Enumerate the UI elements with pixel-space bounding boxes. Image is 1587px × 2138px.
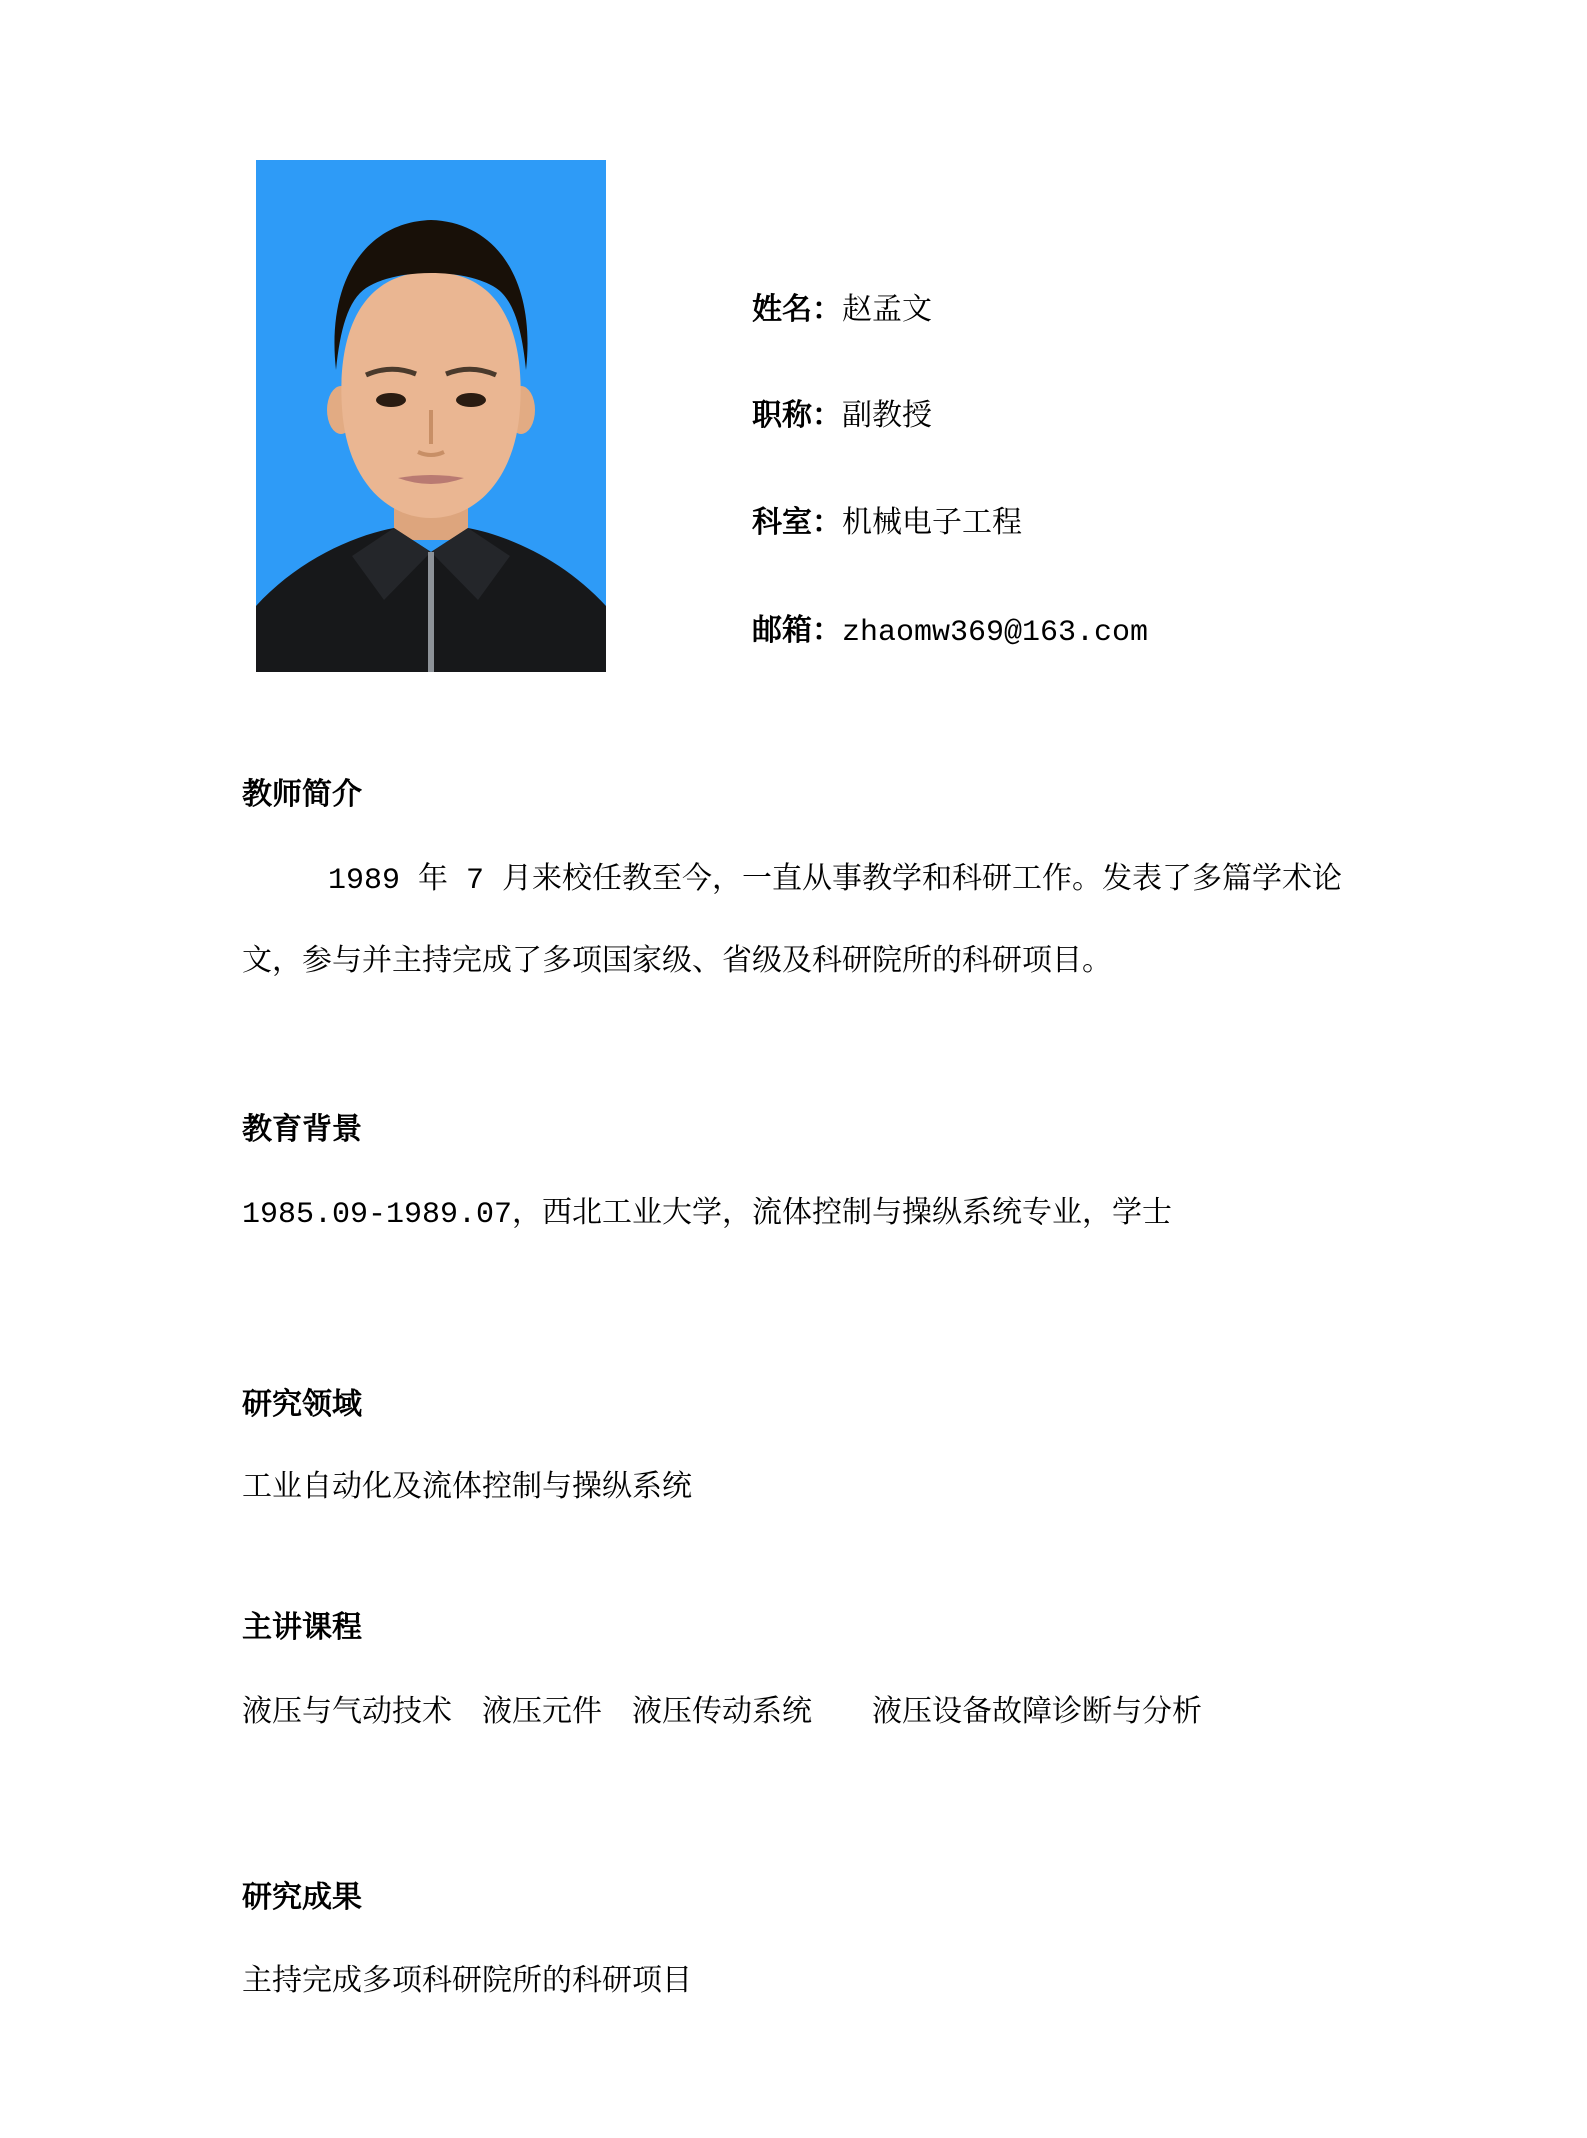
name-label: 姓名： xyxy=(752,295,842,329)
field-row-department xyxy=(752,506,1022,544)
title-value: 副教授 xyxy=(842,401,932,435)
field-row-name xyxy=(752,293,932,331)
email-value: zhaomw369@163.com xyxy=(842,616,1149,650)
field-row-email xyxy=(752,614,1148,652)
section-title-research-fields: 研究领域 xyxy=(242,1390,362,1424)
achievements-line: 主持完成多项科研院所的科研项目 xyxy=(242,1966,692,2000)
section-title-courses: 主讲课程 xyxy=(242,1613,362,1647)
field-row-title xyxy=(752,399,932,437)
section-title-education: 教育背景 xyxy=(242,1115,362,1149)
teacher-photo xyxy=(256,160,606,672)
courses-line: 液压与气动技术 液压元件 液压传动系统 液压设备故障诊断与分析 xyxy=(242,1697,1202,1731)
section-title-intro: 教师简介 xyxy=(242,780,362,814)
title-label: 职称： xyxy=(752,401,842,435)
email-label: 邮箱： xyxy=(752,616,842,650)
section-title-achievements: 研究成果 xyxy=(242,1883,362,1917)
intro-line-1: 1989 年 7 月来校任教至今，一直从事教学和科研工作。发表了多篇学术论 xyxy=(328,864,1343,898)
intro-line-2: 文，参与并主持完成了多项国家级、省级及科研院所的科研项目。 xyxy=(242,946,1112,980)
department-label: 科室： xyxy=(752,508,842,542)
department-value: 机械电子工程 xyxy=(842,508,1022,542)
name-value: 赵孟文 xyxy=(842,295,932,329)
research-fields-line: 工业自动化及流体控制与操纵系统 xyxy=(242,1472,692,1506)
education-line: 1985.09-1989.07，西北工业大学，流体控制与操纵系统专业，学士 xyxy=(242,1198,1173,1232)
teacher-photo-image xyxy=(256,160,606,672)
